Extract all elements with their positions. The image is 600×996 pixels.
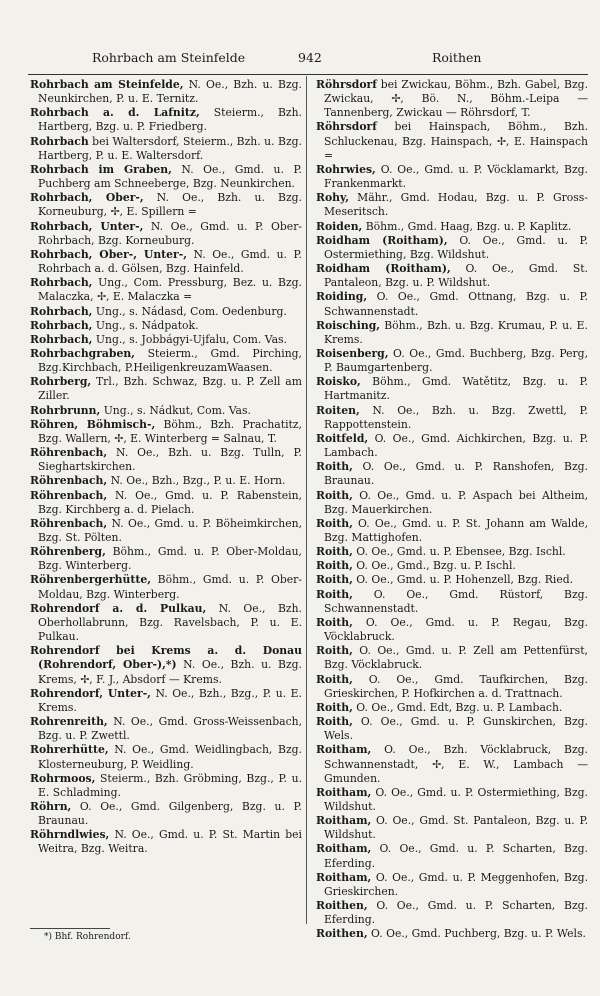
entry-description: O. Oe., Gmd. Ottnang, Bzg. u. P. Schwannenstadt.	[324, 290, 588, 318]
gazetteer-entry	[30, 644, 302, 686]
entry-description: N. Oe., Bzh. u. Bzg. Neunkirchen, P. u. E. Ternitz.	[38, 78, 302, 106]
gazetteer-entry	[316, 701, 588, 715]
gazetteer-entry	[316, 163, 588, 191]
entry-headword: Roisching,	[316, 318, 381, 332]
gazetteer-entry	[316, 347, 588, 375]
entry-headword: Roith,	[316, 516, 353, 530]
entry-headword: Rohrbach am Steinfelde,	[30, 78, 184, 91]
entry-description: N. Oe., Gmd. u. P. Puchberg am Schneeberge, Bzg. Neunkirchen.	[38, 162, 302, 191]
entry-headword: Rohrbach a. d. Lafnitz,	[30, 106, 200, 120]
entry-description: O. Oe., Gmd. St. Pantaleon, Bzg. u. P. Wildshut.	[324, 814, 588, 842]
entry-headword: Röhrenbach,	[30, 516, 108, 530]
gazetteer-entry	[316, 220, 588, 234]
entry-headword: Rohrbach, Unter-,	[30, 219, 144, 233]
gazetteer-entry	[30, 573, 302, 601]
gazetteer-entry	[316, 545, 588, 559]
entry-headword: Rohrbach,	[30, 318, 93, 332]
header-rule	[28, 74, 588, 75]
gazetteer-entry	[316, 489, 588, 517]
entry-headword: Röhren, Böhmisch-,	[30, 417, 156, 431]
entry-headword: Roith,	[316, 545, 353, 559]
gazetteer-entry	[30, 602, 302, 644]
gazetteer-entry	[30, 305, 302, 319]
entry-headword: Rohrenreith,	[30, 715, 108, 729]
entry-headword: Rohrbach, Ober-, Unter-,	[30, 247, 187, 261]
entry-headword: Roiden,	[316, 219, 363, 233]
gazetteer-entry	[30, 404, 302, 418]
entry-headword: Roitfeld,	[316, 431, 369, 445]
gazetteer-entry	[30, 163, 302, 191]
entry-description: O. Oe., Gmd. Rüstorf, Bzg. Schwannenstadt.	[324, 587, 588, 615]
entry-description: O. Oe., Gmd. u. P. Hohenzell, Bzg. Ried.	[352, 573, 574, 587]
entry-description: Böhm., Gmd. u. P. Ober-Moldau, Bzg. Winterberg.	[38, 573, 302, 601]
entry-description: O. Oe., Gmd. Buchberg, Bzg. Perg, P. Baumgartenberg.	[324, 346, 588, 375]
gazetteer-entry	[30, 474, 302, 488]
entry-headword: Roithen,	[316, 927, 368, 941]
gazetteer-entry	[316, 234, 588, 262]
entry-description: Ung., s. Nádkut, Com. Vas.	[100, 403, 251, 417]
gazetteer-entry	[30, 828, 302, 856]
entry-headword: Roith,	[316, 573, 353, 587]
gazetteer-entry	[30, 715, 302, 743]
gazetteer-entry	[316, 814, 588, 842]
gazetteer-entry	[30, 220, 302, 248]
entry-headword: Röhrenberg,	[30, 545, 106, 559]
entry-headword: Röhrenbach,	[30, 474, 108, 488]
left-column	[30, 78, 302, 857]
gazetteer-entry	[316, 290, 588, 318]
gazetteer-entry	[316, 644, 588, 672]
gazetteer-entry	[316, 559, 588, 573]
entry-headword: Röhrsdorf	[316, 78, 377, 91]
entry-description: O. Oe., Gmd. u. P. Vöcklamarkt, Bzg. Frankenmarkt.	[324, 162, 588, 191]
entry-headword: Rohrbach im Graben,	[30, 162, 172, 176]
gazetteer-entry	[316, 120, 588, 162]
entry-description: N. Oe., Bzh. u. Bzg. Zwettl, P. Rappottenstein.	[324, 403, 588, 431]
entry-description: O. Oe., Gmd. u. P. Gunskirchen, Bzg. Wels.	[324, 715, 588, 743]
entry-headword: Röhrndlwies,	[30, 828, 110, 842]
entry-headword: Rohrendorf, Unter-,	[30, 686, 151, 700]
entry-description: N. Oe., Gmd. u. P. St. Martin bei Weitra, Bzg. Weitra.	[38, 828, 302, 856]
gazetteer-entry	[30, 333, 302, 347]
entry-description: O. Oe., Gmd. Taufkirchen, Bzg. Grieskirchen, P. Hofkirchen a. d. Trattnach.	[324, 672, 588, 700]
gazetteer-entry	[30, 418, 302, 446]
entry-description: Steierm., Bzh. Gröbming, Bzg., P. u. E. Schladming.	[38, 771, 302, 799]
entry-description: O. Oe., Gmd. Puchberg, Bzg. u. P. Wels.	[367, 927, 586, 941]
entry-headword: Rohrbach,	[30, 276, 93, 290]
entry-headword: Röhrenbergerhütte,	[30, 573, 151, 587]
entry-description: N. Oe., Bzh. u. Bzg. Korneuburg, ✢, E. Spillern =	[38, 191, 302, 219]
entry-headword: Röhrn,	[30, 799, 72, 813]
entry-description: N. Oe., Gmd. u. P. Rabenstein, Bzg. Kirchberg a. d. Pielach.	[38, 488, 302, 516]
page-number: 942	[298, 50, 322, 65]
entry-description: O. Oe., Gmd. u. P. Scharten, Bzg. Eferding.	[324, 899, 588, 927]
entry-headword: Rohrendorf a. d. Pulkau,	[30, 601, 207, 615]
entry-description: Böhm., Bzh. Prachatitz, Bzg. Wallern, ✢, E. Winterberg = Salnau, T.	[38, 417, 302, 445]
footnote-rule	[30, 928, 110, 929]
gazetteer-entry	[316, 78, 588, 120]
gazetteer-entry	[316, 673, 588, 701]
entry-headword: Rohrbach	[30, 134, 89, 148]
entry-headword: Rohrbach,	[30, 304, 93, 318]
gazetteer-entry	[30, 276, 302, 304]
entry-description: N. Oe., Gmd. Gross-Weissenbach, Bzg. u. P. Zwettl.	[38, 715, 302, 743]
gazetteer-entry	[316, 715, 588, 743]
gazetteer-entry	[316, 842, 588, 870]
entry-headword: Roith,	[316, 587, 353, 601]
entry-description: N. Oe., Gmd. u. P. Ober-Rohrbach, Bzg. Korneuburg.	[38, 219, 303, 247]
entry-headword: Rohrbach,	[30, 332, 93, 346]
entry-headword: Rohy,	[316, 191, 350, 205]
gazetteer-entry	[316, 404, 588, 432]
entry-description: Ung., s. Nádpatok.	[92, 318, 199, 332]
entry-description: Böhm., Bzh. u. Bzg. Krumau, P. u. E. Krems.	[324, 318, 588, 346]
entry-headword: Röhrenbach,	[30, 488, 108, 502]
gazetteer-entry	[316, 319, 588, 347]
gazetteer-entry	[30, 687, 302, 715]
gazetteer-entry	[316, 191, 588, 219]
gazetteer-entry	[316, 871, 588, 899]
entry-headword: Roitham,	[316, 870, 372, 884]
entry-headword: Roidham (Roitham),	[316, 262, 451, 276]
entry-description: O. Oe., Gmd. Edt, Bzg. u. P. Lambach.	[352, 700, 563, 714]
entry-description: O. Oe., Gmd. Gilgenberg, Bzg. u. P. Braunau.	[38, 799, 302, 828]
entry-description: Ung., Com. Pressburg, Bez. u. Bzg. Malaczka, ✢, E. Malaczka =	[38, 276, 302, 304]
entry-headword: Roitham,	[316, 814, 372, 828]
entry-description: O. Oe., Gmd., Bzg. u. P. Ischl.	[352, 559, 516, 573]
entry-headword: Rohrberg,	[30, 375, 92, 389]
gazetteer-entry	[30, 191, 302, 219]
gazetteer-entry	[30, 248, 302, 276]
entry-description: Ung., s. Jobbágyi-Ujfalu, Com. Vas.	[92, 332, 287, 346]
entry-headword: Roisenberg,	[316, 346, 389, 360]
entry-description: N. Oe., Gmd. Weidlingbach, Bzg. Klosterneuburg, P. Weidling.	[38, 743, 302, 771]
entry-description: N. Oe., Gmd. u. P. Böheimkirchen, Bzg. St. Pölten.	[38, 516, 302, 544]
entry-description: bei Waltersdorf, Steierm., Bzh. u. Bzg. Hartberg, P. u. E. Waltersdorf.	[38, 134, 302, 162]
entry-description: O. Oe., Gmd. u. P. Scharten, Bzg. Eferding.	[324, 842, 588, 870]
entry-headword: Roith,	[316, 644, 353, 658]
gazetteer-entry	[30, 489, 302, 517]
entry-description: O. Oe., Gmd. u. P. Regau, Bzg. Vöcklabruck.	[324, 615, 588, 644]
entry-headword: Rohrendorf bei Krems a. d. Donau (Rohrendorf, Ober-),*)	[30, 644, 302, 672]
gazetteer-entry	[316, 432, 588, 460]
entry-description: O. Oe., Gmd. u. P. Ebensee, Bzg. Ischl.	[352, 545, 566, 559]
gazetteer-entry	[30, 743, 302, 771]
gazetteer-entry	[30, 319, 302, 333]
entry-headword: Röhrsdorf	[316, 120, 377, 134]
entry-description: O. Oe., Gmd. St. Pantaleon, Bzg. u. P. Wildshut.	[324, 262, 588, 290]
entry-description: O. Oe., Gmd. u. P. St. Johann am Walde, Bzg. Mattighofen.	[324, 516, 588, 544]
entry-headword: Roidham (Roitham),	[316, 233, 448, 247]
entry-description: O. Oe., Gmd. u. P. Meggenhofen, Bzg. Grieskirchen.	[324, 870, 588, 898]
entry-headword: Roith,	[316, 559, 353, 573]
entry-description: Ung., s. Nádasd, Com. Oedenburg.	[92, 304, 287, 318]
footnote: *) Bhf. Rohrendorf.	[44, 932, 131, 942]
entry-headword: Rohrwies,	[316, 162, 376, 176]
entry-description: N. Oe., Bzh. u. Bzg. Tulln, P. Sieghartskirchen.	[38, 446, 302, 474]
gazetteer-entry	[316, 262, 588, 290]
gazetteer-entry	[30, 545, 302, 573]
entry-headword: Roitham,	[316, 743, 372, 757]
entry-headword: Roitham,	[316, 842, 372, 856]
entry-headword: Röhrenbach,	[30, 446, 108, 460]
gazetteer-entry	[30, 517, 302, 545]
entry-description: O. Oe., Gmd. u. P. Ostermiething, Bzg. Wildshut.	[324, 233, 588, 261]
gazetteer-entry	[30, 347, 302, 375]
entry-headword: Roith,	[316, 715, 353, 729]
gazetteer-entry	[316, 927, 588, 941]
entry-description: Steierm., Gmd. Pirching, Bzg.Kirchbach, P.HeiligenkreuzamWaasen.	[38, 346, 302, 375]
entry-description: Mähr., Gmd. Hodau, Bzg. u. P. Gross-Meseritsch.	[324, 191, 588, 219]
gazetteer-entry	[316, 588, 588, 616]
entry-headword: Roith,	[316, 615, 353, 629]
entry-headword: Roisko,	[316, 375, 361, 389]
gazetteer-entry	[316, 786, 588, 814]
entry-description: bei Hainspach, Böhm., Bzh. Schluckenau, Bzg. Hainspach, ✢, E. Hainspach =	[324, 120, 588, 162]
header-right-title: Roithen	[432, 50, 482, 65]
gazetteer-entry	[30, 772, 302, 800]
entry-description: O. Oe., Gmd. u. P. Ostermiething, Bzg. Wildshut.	[324, 785, 588, 813]
gazetteer-entry	[30, 800, 302, 828]
entry-headword: Roiding,	[316, 290, 368, 304]
entry-description: Böhm., Gmd. Haag, Bzg. u. P. Kaplitz.	[362, 219, 572, 233]
entry-headword: Rohrbachgraben,	[30, 346, 135, 360]
gazetteer-entry	[30, 375, 302, 403]
entry-description: O. Oe., Gmd. u. P. Zell am Pettenfürst, Bzg. Vöcklabruck.	[324, 644, 588, 672]
entry-headword: Roith,	[316, 460, 353, 474]
entry-description: Trl., Bzh. Schwaz, Bzg. u. P. Zell am Ziller.	[38, 375, 302, 403]
entry-description: O. Oe., Gmd. u. P. Aspach bei Altheim, Bzg. Mauerkirchen.	[324, 488, 588, 516]
gazetteer-entry	[316, 573, 588, 587]
entry-description: O. Oe., Gmd. u. P. Ranshofen, Bzg. Braunau.	[324, 460, 588, 488]
entry-headword: Roith,	[316, 488, 353, 502]
gazetteer-entry	[30, 446, 302, 474]
entry-description: O. Oe., Gmd. Aichkirchen, Bzg. u. P. Lambach.	[324, 431, 588, 460]
gazetteer-entry	[30, 78, 302, 106]
entry-description: N. Oe., Gmd. u. P. Rohrbach a. d. Gölsen, Bzg. Hainfeld.	[38, 247, 302, 276]
running-header	[0, 50, 600, 70]
entry-description: Böhm., Gmd. u. P. Ober-Moldau, Bzg. Winterberg.	[38, 545, 302, 573]
entry-headword: Roith,	[316, 672, 353, 686]
entry-headword: Roitham,	[316, 785, 372, 799]
entry-description: O. Oe., Bzh. Vöcklabruck, Bzg. Schwannenstadt, ✢, E. W., Lambach — Gmunden.	[324, 743, 588, 785]
entry-description: N. Oe., Bzh. u. Bzg. Krems, ✢, F. J., Absdorf — Krems.	[38, 658, 302, 686]
entry-description: Steierm., Bzh. Hartberg, Bzg. u. P. Friedberg.	[38, 106, 302, 134]
right-column	[316, 78, 588, 942]
gazetteer-entry	[316, 616, 588, 644]
header-left-title: Rohrbach am Steinfelde	[92, 50, 246, 65]
gazetteer-entry	[316, 375, 588, 403]
entry-description: bei Zwickau, Böhm., Bzh. Gabel, Bzg. Zwickau, ✢, Bö. N., Böhm.-Leipa — Tannenberg, Zwickau — Röhrsdorf, T.	[324, 78, 588, 120]
gazetteer-entry	[316, 517, 588, 545]
entry-headword: Rohrbrunn,	[30, 403, 101, 417]
gazetteer-entry	[316, 743, 588, 785]
entry-description: N. Oe., Bzh. Oberhollabrunn, Bzg. Ravelsbach, P. u. E. Pulkau.	[38, 601, 302, 644]
gazetteer-entry	[316, 899, 588, 927]
entry-description: Böhm., Gmd. Watětitz, Bzg. u. P. Hartmanitz.	[324, 375, 588, 403]
entry-headword: Roith,	[316, 700, 353, 714]
gazetteer-entry	[316, 460, 588, 488]
entry-headword: Rohrmoos,	[30, 771, 96, 785]
gazetteer-entry	[30, 135, 302, 163]
entry-headword: Roithen,	[316, 899, 368, 913]
entry-headword: Rohrbach, Ober-,	[30, 191, 144, 205]
entry-description: N. Oe., Bzh., Bzg., P. u. E. Horn.	[107, 474, 286, 488]
gazetteer-entry	[30, 106, 302, 134]
entry-headword: Roiten,	[316, 403, 360, 417]
entry-headword: Rohrerhütte,	[30, 743, 109, 757]
entry-description: N. Oe., Bzh., Bzg., P. u. E. Krems.	[38, 686, 302, 714]
column-divider	[306, 76, 307, 924]
